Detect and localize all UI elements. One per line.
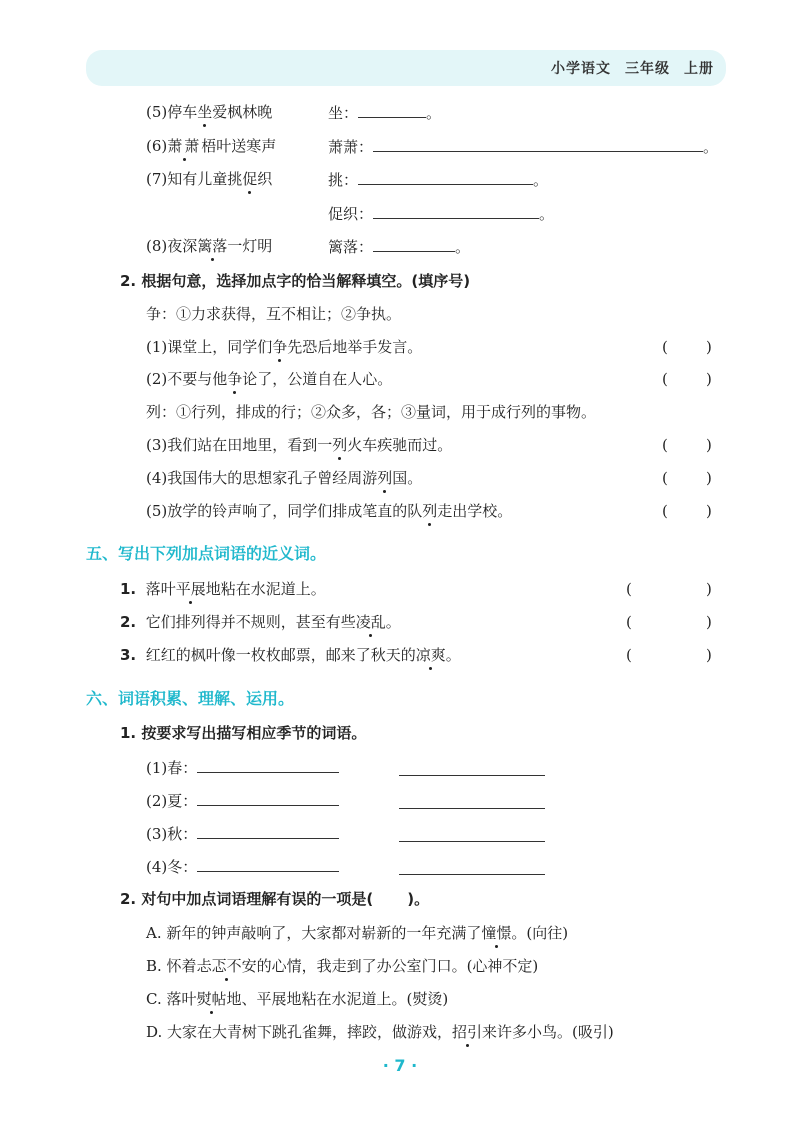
option-d: D. 大家在大青树下跳孔雀舞，摔跤，做游戏，招引来许多小鸟。(吸引) [146, 1023, 614, 1041]
answer-blank[interactable] [197, 822, 339, 839]
question-6-2-title: 2. 对句中加点词语理解有误的一项是( )。 [120, 890, 430, 908]
answer-blank[interactable] [399, 825, 545, 842]
header-grade: 三年级 [625, 61, 670, 77]
section-5-title: 五、写出下列加点词语的近义词。 [86, 544, 327, 563]
poem-item-7: (7)知有儿童挑促织 [146, 170, 273, 188]
option-a: A. 新年的钟声敲响了，大家都对崭新的一年充满了憧憬。(向往) [146, 924, 569, 942]
answer-blank[interactable] [197, 855, 339, 872]
poem-answer-6: 萧萧： 。 [328, 135, 718, 158]
answer-blank[interactable] [399, 792, 545, 809]
answer-blank[interactable] [358, 168, 533, 185]
answer-blank[interactable] [358, 101, 426, 118]
definition-zheng: 争：①力求获得，互不相让；②争执。 [146, 305, 402, 323]
header-title [537, 58, 714, 78]
poem-item-6: (6)萧萧梧叶送寒声 [146, 137, 277, 155]
sentence-2: (2)不要与他争论了，公道自在人心。 [146, 370, 393, 388]
answer-blank[interactable] [373, 202, 539, 219]
header-subject: 小学语文 [551, 61, 611, 77]
answer-blank[interactable] [197, 789, 339, 806]
option-c: C. 落叶熨帖地、平展地粘在水泥道上。(熨烫) [146, 990, 449, 1008]
page-number: · 7 · [382, 1056, 418, 1075]
answer-blank[interactable] [197, 756, 339, 773]
poem-item-8: (8)夜深篱落一灯明 [146, 237, 273, 255]
season-row-autumn: (3)秋： [146, 822, 339, 845]
answer-blank[interactable] [399, 858, 545, 875]
synonym-item-1: 1. 落叶平展地粘在水泥道上。 [120, 580, 326, 598]
season-row-summer: (2)夏： [146, 789, 339, 812]
poem-item-5: (5)停车坐爱枫林晚 [146, 103, 273, 121]
section-6-title: 六、词语积累、理解、运用。 [86, 689, 295, 708]
answer-blank[interactable] [399, 759, 545, 776]
choice-answer-slot[interactable] [373, 888, 407, 904]
poem-answer-8: 篱落： 。 [328, 235, 470, 258]
answer-blank[interactable] [373, 135, 703, 152]
option-b: B. 怀着忐忑不安的心情，我走到了办公室门口。(心神不定) [146, 957, 539, 975]
question-2-title: 2. 根据句意，选择加点字的恰当解释填空。(填序号) [120, 272, 471, 290]
sentence-3: (3)我们站在田地里，看到一列火车疾驰而过。 [146, 436, 453, 454]
poem-answer-7a: 挑： 。 [328, 168, 548, 191]
sentence-4: (4)我国伟大的思想家孔子曾经周游列国。 [146, 469, 423, 487]
definition-lie: 列：①行列，排成的行；②众多，各；③量词，用于成行列的事物。 [146, 403, 597, 421]
question-6-1-title: 1. 按要求写出描写相应季节的词语。 [120, 724, 367, 742]
synonym-item-2: 2. 它们排列得并不规则，甚至有些凌乱。 [120, 613, 401, 631]
season-row-spring: (1)春： [146, 756, 339, 779]
poem-answer-5: 坐： 。 [328, 101, 441, 124]
season-row-winter: (4)冬： [146, 855, 339, 878]
sentence-1: (1)课堂上，同学们争先恐后地举手发言。 [146, 338, 423, 356]
synonym-item-3: 3. 红红的枫叶像一枚枚邮票，邮来了秋天的凉爽。 [120, 646, 461, 664]
poem-answer-7b: 促织： 。 [328, 202, 554, 225]
answer-blank[interactable] [373, 235, 455, 252]
sentence-5: (5)放学的铃声响了，同学们排成笔直的队列走出学校。 [146, 502, 513, 520]
header-term: 上册 [684, 61, 714, 77]
